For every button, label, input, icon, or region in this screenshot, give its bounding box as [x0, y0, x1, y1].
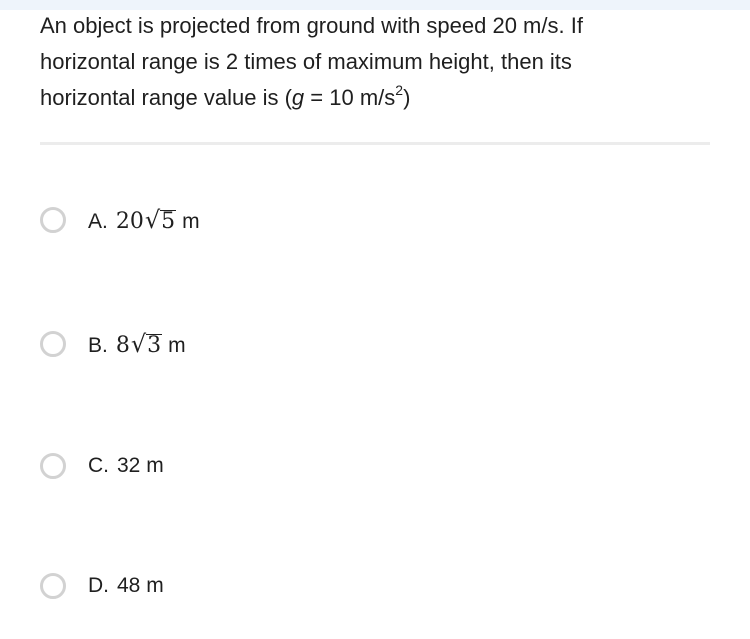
option-b[interactable]	[40, 328, 186, 360]
option-a-label	[88, 206, 200, 234]
option-d-label	[88, 574, 164, 598]
option-a[interactable]	[40, 204, 200, 236]
option-a-math	[116, 206, 176, 234]
exponent: 2	[395, 81, 404, 98]
option-a-unit: m	[182, 210, 200, 233]
option-a-coef: 20	[115, 209, 144, 234]
sqrt-icon: √	[130, 330, 147, 358]
option-b-coef: 8	[115, 333, 130, 358]
option-b-letter: B.	[88, 334, 108, 357]
radio-button-c[interactable]	[40, 453, 66, 479]
question-line-3-pre: horizontal range value is (	[40, 85, 292, 110]
question-text	[40, 8, 710, 116]
option-c-letter: C.	[88, 454, 109, 477]
option-b-radicand: 3	[147, 333, 162, 358]
option-d-letter: D.	[88, 574, 109, 597]
option-a-letter: A.	[88, 210, 108, 233]
option-b-unit: m	[168, 334, 186, 357]
radio-button-b[interactable]	[40, 331, 66, 357]
question-line-1: An object is projected from ground with speed 20 m/s. If	[40, 13, 583, 38]
option-d-value: 48 m	[117, 574, 164, 597]
question-line-3-mid: = 10 m/s	[304, 85, 396, 110]
option-c[interactable]	[40, 450, 164, 482]
question-line-3	[40, 80, 710, 116]
option-a-radicand: 5	[161, 209, 176, 234]
option-d[interactable]	[40, 570, 164, 602]
gravity-variable: g	[291, 85, 305, 110]
divider	[40, 142, 710, 145]
sqrt-icon: √	[144, 206, 161, 234]
option-c-value: 32 m	[117, 454, 164, 477]
radio-button-d[interactable]	[40, 573, 66, 599]
question-line-2: horizontal range is 2 times of maximum height, then its	[40, 49, 572, 74]
question-line-3-post: )	[403, 85, 411, 110]
option-c-label	[88, 454, 164, 478]
radio-button-a[interactable]	[40, 207, 66, 233]
option-b-label	[88, 330, 186, 358]
option-b-math	[116, 330, 162, 358]
